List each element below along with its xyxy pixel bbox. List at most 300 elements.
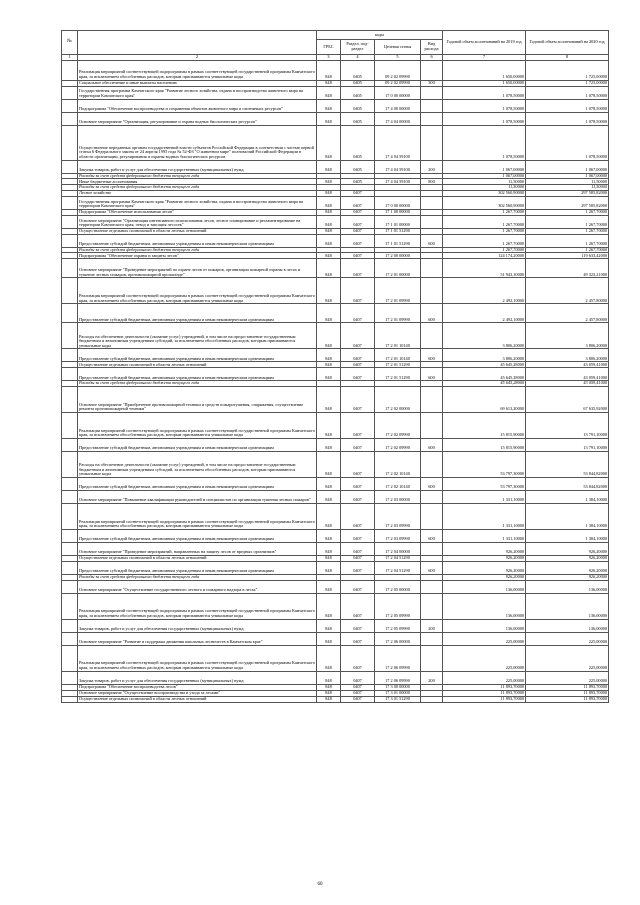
row-num-cell bbox=[62, 215, 78, 228]
row-2020-value: 225,00000 bbox=[526, 645, 609, 671]
row-grbs-cell: 848 bbox=[317, 632, 341, 645]
row-name-cell: Расходы на обеспечение деятельности (оказание услуг) учреждений, в том числе на предоставление государственным бюджетным и автономным учреждениям субсидий, за исключением обособленных расходов, которым присваиваются уникальные коды bbox=[78, 451, 317, 477]
header-row-1 bbox=[62, 31, 609, 40]
row-name-cell: Предоставление субсидий бюджетным, автономным учреждениям и иным некоммерческим организациям bbox=[78, 529, 317, 542]
row-num-cell bbox=[62, 196, 78, 209]
row-2019-value: 45 645,28000 bbox=[443, 381, 526, 387]
row-grbs-cell: 848 bbox=[317, 503, 341, 529]
row-name-cell: Реализация мероприятий соответствующей подпрограммы в рамках соответствующей государственной программы Камчатского края, за исключением обособленных расходов, которым присваиваются уникальные коды bbox=[78, 503, 317, 529]
row-2020-value: 1 078,50000 bbox=[526, 86, 609, 99]
row-2019-value: 11 893,70000 bbox=[443, 690, 526, 696]
table-row bbox=[62, 412, 609, 438]
row-vr-cell bbox=[421, 580, 443, 593]
row-cs-cell: 17 2 01 10140 bbox=[375, 323, 421, 349]
row-name-cell: Расходы за счет средств федерального бюджета текущего года bbox=[78, 381, 317, 387]
row-grbs-cell: 848 bbox=[317, 555, 341, 561]
row-2020-value: 2 457,80000 bbox=[526, 304, 609, 323]
row-cs-cell: 17 4 04 59100 bbox=[375, 125, 421, 160]
col-number: 2 bbox=[78, 55, 317, 61]
row-name-cell: Осуществление отдельных полномочий в области лесных отношений bbox=[78, 696, 317, 702]
row-cs-cell: 17 4 00 00000 bbox=[375, 99, 421, 112]
col-number: 8 bbox=[526, 55, 609, 61]
row-rzpr-cell: 0407 bbox=[341, 580, 375, 593]
row-name-cell: Иные бюджетные ассигнования bbox=[78, 179, 317, 185]
row-2020-value: 53 844,82000 bbox=[526, 477, 609, 490]
row-grbs-cell: 848 bbox=[317, 671, 341, 684]
row-rzpr-cell: 0407 bbox=[341, 228, 375, 234]
row-2019-value: 1 331,10000 bbox=[443, 490, 526, 503]
row-vr-cell bbox=[421, 386, 443, 412]
row-2019-value: 136,00000 bbox=[443, 593, 526, 619]
col-number: 6 bbox=[421, 55, 443, 61]
row-name-cell: Основное мероприятие "Повышение квалификации руководителей и специалистов по организации тушения лесных пожаров" bbox=[78, 490, 317, 503]
row-name-cell: Реализация мероприятий соответствующей подпрограммы в рамках соответствующей государственной программы Камчатского края, за исключением обособленных расходов, которым присваиваются уникальные коды bbox=[78, 593, 317, 619]
row-cs-cell: 17 0 00 00000 bbox=[375, 196, 421, 209]
row-2019-value: 1 078,50000 bbox=[443, 99, 526, 112]
row-2019-value: 136,00000 bbox=[443, 619, 526, 632]
row-vr-cell bbox=[421, 412, 443, 438]
row-num-cell bbox=[62, 412, 78, 438]
row-2019-value: 1 267,70000 bbox=[443, 247, 526, 253]
row-vr-cell bbox=[421, 86, 443, 99]
row-2020-value: 1 267,70000 bbox=[526, 209, 609, 215]
row-vr-cell bbox=[421, 696, 443, 702]
row-rzpr-cell: 0407 bbox=[341, 304, 375, 323]
header-year-2020: Годовой объем ассигнований на 2020 год bbox=[526, 31, 609, 55]
row-rzpr-cell: 0407 bbox=[341, 278, 375, 304]
row-grbs-cell: 848 bbox=[317, 690, 341, 696]
row-name-cell: Подпрограмма "Обеспечение воспроизводства и сохранения объектов животного мира и охотничьих ресурсов" bbox=[78, 99, 317, 112]
row-2019-value: 225,00000 bbox=[443, 671, 526, 684]
row-vr-cell bbox=[421, 99, 443, 112]
row-rzpr-cell: 0407 bbox=[341, 529, 375, 542]
row-2019-value: 136,00000 bbox=[443, 580, 526, 593]
row-vr-cell bbox=[421, 259, 443, 278]
row-rzpr-cell: 0405 bbox=[341, 112, 375, 125]
row-rzpr-cell: 0407 bbox=[341, 684, 375, 690]
row-grbs-cell: 848 bbox=[317, 362, 341, 368]
row-2020-value: 11 893,70000 bbox=[526, 690, 609, 696]
row-name-cell: Осуществление переданных органам государственной власти субъектов Российской Федерации в соответствии с частью первой статьи 6 Федерального закона от 24 апреля 1995 года № 52-ФЗ "О животном мире" полномочий Российской Федерации в области организации, регулирования и охраны водных биологических ресурсов bbox=[78, 125, 317, 160]
row-2020-value: 225,00000 bbox=[526, 632, 609, 645]
row-cs-cell: 17 2 06 00000 bbox=[375, 632, 421, 645]
row-cs-cell: 17 2 06 09990 bbox=[375, 671, 421, 684]
row-2020-value: 13 791,10000 bbox=[526, 412, 609, 438]
row-rzpr-cell: 0405 bbox=[341, 99, 375, 112]
row-name-cell: Осуществление отдельных полномочий в области лесных отношений bbox=[78, 362, 317, 368]
col-number: 4 bbox=[341, 55, 375, 61]
row-2019-value: 53 797,30000 bbox=[443, 477, 526, 490]
row-num-cell bbox=[62, 349, 78, 362]
row-2020-value: 1 384,10000 bbox=[526, 503, 609, 529]
row-vr-cell bbox=[421, 503, 443, 529]
row-2020-value: 1 384,10000 bbox=[526, 529, 609, 542]
row-cs-cell: 17 2 02 09990 bbox=[375, 412, 421, 438]
row-grbs-cell: 848 bbox=[317, 160, 341, 173]
row-2020-value: 11,50000 bbox=[526, 185, 609, 191]
row-num-cell bbox=[62, 490, 78, 503]
row-grbs-cell: 848 bbox=[317, 386, 341, 412]
row-cs-cell: 17 2 06 09990 bbox=[375, 645, 421, 671]
budget-table bbox=[61, 30, 609, 703]
row-2019-value: 225,00000 bbox=[443, 632, 526, 645]
row-rzpr-cell: 0405 bbox=[341, 160, 375, 173]
table-row bbox=[62, 259, 609, 278]
row-grbs-cell: 848 bbox=[317, 190, 341, 196]
table-row bbox=[62, 278, 609, 304]
row-2020-value: 926,20000 bbox=[526, 542, 609, 555]
row-2020-value: 926,20000 bbox=[526, 555, 609, 561]
row-vr-cell bbox=[421, 542, 443, 555]
row-cs-cell: 17 4 04 59100 bbox=[375, 160, 421, 173]
table-row bbox=[62, 215, 609, 228]
row-num-cell bbox=[62, 503, 78, 529]
row-num-cell bbox=[62, 160, 78, 173]
row-2019-value: 1 267,70000 bbox=[443, 228, 526, 234]
row-name-cell: Предоставление субсидий бюджетным, автономным учреждениям и иным некоммерческим организациям bbox=[78, 438, 317, 451]
row-vr-cell bbox=[421, 278, 443, 304]
table-row bbox=[62, 234, 609, 247]
row-rzpr-cell: 0407 bbox=[341, 542, 375, 555]
row-vr-cell: 800 bbox=[421, 179, 443, 185]
row-grbs-cell: 848 bbox=[317, 412, 341, 438]
row-name-cell: Основное мероприятие "Развитие и поддержка движения школьных лесничеств в Камчатском крае" bbox=[78, 632, 317, 645]
row-cs-cell: 09 2 02 09990 bbox=[375, 60, 421, 80]
row-2020-value: 1 067,00000 bbox=[526, 173, 609, 179]
table-row bbox=[62, 542, 609, 555]
row-2020-value: 1 078,50000 bbox=[526, 99, 609, 112]
row-2019-value: 1 078,50000 bbox=[443, 86, 526, 99]
row-cs-cell: 17 2 04 51290 bbox=[375, 555, 421, 561]
table-row bbox=[62, 696, 609, 702]
table-row bbox=[62, 632, 609, 645]
row-2020-value: 43 059,41000 bbox=[526, 368, 609, 381]
row-num-cell bbox=[62, 542, 78, 555]
table-row bbox=[62, 60, 609, 80]
row-grbs-cell: 848 bbox=[317, 215, 341, 228]
table-row bbox=[62, 561, 609, 574]
row-cs-cell: 17 2 02 10140 bbox=[375, 477, 421, 490]
table-row bbox=[62, 304, 609, 323]
row-rzpr-cell: 0407 bbox=[341, 490, 375, 503]
row-name-cell: Закупка товаров, работ и услуг для обеспечения государственных (муниципальных) нужд bbox=[78, 619, 317, 632]
row-2020-value: 926,20000 bbox=[526, 561, 609, 574]
row-grbs-cell: 848 bbox=[317, 86, 341, 99]
row-grbs-cell: 848 bbox=[317, 529, 341, 542]
row-2020-value: 1 267,70000 bbox=[526, 234, 609, 247]
col-number: 3 bbox=[317, 55, 341, 61]
row-rzpr-cell: 0405 bbox=[341, 86, 375, 99]
row-2020-value: 119 633,42000 bbox=[526, 253, 609, 259]
row-cs-cell: 17 2 04 51290 bbox=[375, 561, 421, 574]
row-name-cell: Основное мероприятие "Организация интенсивного использования лесов, лесное планирование и регламентирование на территории Камчатского края, отвод и таксация лесосек" bbox=[78, 215, 317, 228]
row-num-cell bbox=[62, 386, 78, 412]
table-row bbox=[62, 349, 609, 362]
row-rzpr-cell: 0407 bbox=[341, 593, 375, 619]
row-2019-value: 3 806,20000 bbox=[443, 349, 526, 362]
row-name-cell: Подпрограмма "Обеспечение использования лесов" bbox=[78, 209, 317, 215]
row-grbs-cell: 848 bbox=[317, 209, 341, 215]
row-num-cell bbox=[62, 125, 78, 160]
row-2019-value: 1 331,10000 bbox=[443, 529, 526, 542]
row-cs-cell: 17 2 01 10140 bbox=[375, 349, 421, 362]
row-grbs-cell: 848 bbox=[317, 619, 341, 632]
row-2019-value: 225,00000 bbox=[443, 645, 526, 671]
row-2020-value: 1 078,50000 bbox=[526, 125, 609, 160]
row-cs-cell: 17 1 01 51290 bbox=[375, 228, 421, 234]
row-vr-cell bbox=[421, 196, 443, 209]
row-2019-value: 926,20000 bbox=[443, 574, 526, 580]
row-2020-value: 926,20000 bbox=[526, 574, 609, 580]
row-grbs-cell: 848 bbox=[317, 580, 341, 593]
col-number: 5 bbox=[375, 55, 421, 61]
row-rzpr-cell: 0407 bbox=[341, 645, 375, 671]
row-cs-cell: 17 2 03 00000 bbox=[375, 490, 421, 503]
table-row bbox=[62, 112, 609, 125]
table-row bbox=[62, 619, 609, 632]
row-grbs-cell: 848 bbox=[317, 253, 341, 259]
row-2019-value: 3 806,20000 bbox=[443, 323, 526, 349]
row-2019-value: 11 893,70000 bbox=[443, 684, 526, 690]
table-row bbox=[62, 580, 609, 593]
row-cs-cell: 17 2 05 09990 bbox=[375, 593, 421, 619]
row-rzpr-cell: 0407 bbox=[341, 234, 375, 247]
table-row bbox=[62, 451, 609, 477]
row-vr-cell: 600 bbox=[421, 234, 443, 247]
row-grbs-cell: 848 bbox=[317, 323, 341, 349]
table-row bbox=[62, 490, 609, 503]
header-num: № bbox=[62, 31, 78, 55]
row-rzpr-cell: 0407 bbox=[341, 555, 375, 561]
row-grbs-cell: 848 bbox=[317, 349, 341, 362]
row-rzpr-cell: 0407 bbox=[341, 451, 375, 477]
row-num-cell bbox=[62, 438, 78, 451]
row-2019-value: 1 267,70000 bbox=[443, 209, 526, 215]
row-rzpr-cell: 0407 bbox=[341, 561, 375, 574]
table-row bbox=[62, 196, 609, 209]
row-grbs-cell: 848 bbox=[317, 451, 341, 477]
row-rzpr-cell: 0407 bbox=[341, 209, 375, 215]
row-name-cell: Лесное хозяйство bbox=[78, 190, 317, 196]
row-vr-cell: 600 bbox=[421, 349, 443, 362]
header-cs: Целевая статья bbox=[375, 40, 421, 55]
row-2019-value: 302 560,90000 bbox=[443, 190, 526, 196]
row-cs-cell: 17 3 01 00000 bbox=[375, 690, 421, 696]
row-2019-value: 11,50000 bbox=[443, 185, 526, 191]
row-name-cell: Осуществление отдельных полномочий в области лесных отношений bbox=[78, 555, 317, 561]
row-rzpr-cell: 0405 bbox=[341, 179, 375, 185]
row-2019-value: 124 174,20000 bbox=[443, 253, 526, 259]
row-grbs-cell: 848 bbox=[317, 438, 341, 451]
row-num-cell bbox=[62, 368, 78, 381]
col-number: 1 bbox=[62, 55, 78, 61]
row-name-cell: Реализация мероприятий соответствующей подпрограммы в рамках соответствующей государственной программы Камчатского края, за исключением обособленных расходов, которым присваиваются уникальные коды bbox=[78, 60, 317, 80]
row-name-cell: Предоставление субсидий бюджетным, автономным учреждениям и иным некоммерческим организациям bbox=[78, 234, 317, 247]
row-num-cell bbox=[62, 477, 78, 490]
budget-page bbox=[61, 30, 608, 703]
row-2019-value: 1 650,00000 bbox=[443, 80, 526, 86]
row-name-cell: Осуществление отдельных полномочий в области лесных отношений bbox=[78, 228, 317, 234]
row-num-cell bbox=[62, 112, 78, 125]
row-vr-cell bbox=[421, 451, 443, 477]
row-2020-value: 136,00000 bbox=[526, 619, 609, 632]
table-row bbox=[62, 503, 609, 529]
row-cs-cell: 09 2 02 09990 bbox=[375, 80, 421, 86]
row-cs-cell: 17 2 01 09990 bbox=[375, 304, 421, 323]
row-grbs-cell: 848 bbox=[317, 645, 341, 671]
row-2020-value: 1 384,10000 bbox=[526, 490, 609, 503]
row-vr-cell: 300 bbox=[421, 80, 443, 86]
row-cs-cell: 17 1 01 51290 bbox=[375, 234, 421, 247]
row-cs-cell: 17 2 01 51290 bbox=[375, 362, 421, 368]
table-body bbox=[62, 60, 609, 702]
row-rzpr-cell: 0405 bbox=[341, 60, 375, 80]
row-2019-value: 45 645,28000 bbox=[443, 368, 526, 381]
row-num-cell bbox=[62, 451, 78, 477]
row-num-cell bbox=[62, 99, 78, 112]
row-grbs-cell: 848 bbox=[317, 684, 341, 690]
table-row bbox=[62, 368, 609, 381]
row-grbs-cell: 848 bbox=[317, 228, 341, 234]
row-name-cell: Предоставление субсидий бюджетным, автономным учреждениям и иным некоммерческим организациям bbox=[78, 561, 317, 574]
row-name-cell: Подпрограмма "Обеспечение воспроизводства лесов" bbox=[78, 684, 317, 690]
row-2020-value: 297 585,82000 bbox=[526, 190, 609, 196]
row-2020-value: 43 059,41000 bbox=[526, 362, 609, 368]
row-2019-value: 1 078,50000 bbox=[443, 125, 526, 160]
row-2019-value: 926,20000 bbox=[443, 542, 526, 555]
row-name-cell: Закупка товаров, работ и услуг для обеспечения государственных (муниципальных) нужд bbox=[78, 671, 317, 684]
row-vr-cell bbox=[421, 215, 443, 228]
row-name-cell: Основное мероприятие "Приобретение противопожарной техники и средств пожаротушения, снаряжения, осуществление ремонта противопожарной техники" bbox=[78, 386, 317, 412]
row-grbs-cell: 848 bbox=[317, 542, 341, 555]
row-2019-value: 926,20000 bbox=[443, 555, 526, 561]
row-vr-cell: 200 bbox=[421, 619, 443, 632]
header-grbs: ГРБС bbox=[317, 40, 341, 55]
row-2019-value: 11 893,70000 bbox=[443, 696, 526, 702]
row-2020-value: 225,00000 bbox=[526, 671, 609, 684]
row-grbs-cell: 848 bbox=[317, 593, 341, 619]
row-num-cell bbox=[62, 645, 78, 671]
row-vr-cell bbox=[421, 125, 443, 160]
row-rzpr-cell: 0407 bbox=[341, 368, 375, 381]
table-row bbox=[62, 86, 609, 99]
row-num-cell bbox=[62, 278, 78, 304]
row-2019-value: 15 815,90000 bbox=[443, 412, 526, 438]
row-2019-value: 1 067,00000 bbox=[443, 173, 526, 179]
table-row bbox=[62, 477, 609, 490]
row-num-cell bbox=[62, 561, 78, 574]
row-num-cell bbox=[62, 696, 78, 702]
row-num-cell bbox=[62, 304, 78, 323]
row-2020-value: 297 585,82000 bbox=[526, 196, 609, 209]
row-num-cell bbox=[62, 580, 78, 593]
row-vr-cell: 600 bbox=[421, 561, 443, 574]
row-name-cell: Социальное обеспечение и иные выплаты населению bbox=[78, 80, 317, 86]
row-name-cell: Основное мероприятие "Проведение мероприятий по охране лесов от пожаров, организации пожарной охраны в лесах и тушение лесных пожаров, противопожарной пропаганде" bbox=[78, 259, 317, 278]
row-name-cell: Расходы на обеспечение деятельности (оказание услуг) учреждений, в том числе на предоставление государственным бюджетным и автономным учреждениям субсидий, за исключением обособленных расходов, которым присваиваются уникальные коды bbox=[78, 323, 317, 349]
row-cs-cell: 17 2 05 00000 bbox=[375, 580, 421, 593]
row-vr-cell bbox=[421, 112, 443, 125]
row-name-cell: Подпрограмма "Обеспечение охраны и защиты лесов" bbox=[78, 253, 317, 259]
row-rzpr-cell: 0407 bbox=[341, 632, 375, 645]
row-name-cell: Закупка товаров, работ и услуг для обеспечения государственных (муниципальных) нужд bbox=[78, 160, 317, 173]
row-cs-cell: 17 2 05 09990 bbox=[375, 619, 421, 632]
row-grbs-cell: 848 bbox=[317, 696, 341, 702]
row-2020-value: 11 893,70000 bbox=[526, 684, 609, 690]
row-cs-cell: 17 2 02 00000 bbox=[375, 386, 421, 412]
row-cs-cell: 17 2 03 09990 bbox=[375, 529, 421, 542]
row-rzpr-cell: 0407 bbox=[341, 196, 375, 209]
row-2019-value: 11,50000 bbox=[443, 179, 526, 185]
row-rzpr-cell: 0407 bbox=[341, 253, 375, 259]
row-2019-value: 1 650,00000 bbox=[443, 60, 526, 80]
row-cs-cell: 17 0 00 00000 bbox=[375, 86, 421, 99]
row-name-cell: Реализация мероприятий соответствующей подпрограммы в рамках соответствующей государственной программы Камчатского края, за исключением обособленных расходов, которым присваиваются уникальные коды bbox=[78, 278, 317, 304]
header-rzpr: Раздел, под-раздел bbox=[341, 40, 375, 55]
row-name-cell: Основное мероприятие "Осуществление государственного лесного и пожарного надзора в лесах" bbox=[78, 580, 317, 593]
row-vr-cell bbox=[421, 60, 443, 80]
row-cs-cell: 17 2 02 09990 bbox=[375, 438, 421, 451]
row-num-cell bbox=[62, 259, 78, 278]
row-cs-cell: 17 2 01 09990 bbox=[375, 278, 421, 304]
row-name-cell: Предоставление субсидий бюджетным, автономным учреждениям и иным некоммерческим организациям bbox=[78, 477, 317, 490]
row-grbs-cell: 848 bbox=[317, 234, 341, 247]
row-vr-cell bbox=[421, 323, 443, 349]
row-grbs-cell: 848 bbox=[317, 259, 341, 278]
row-grbs-cell: 848 bbox=[317, 112, 341, 125]
row-2019-value: 302 560,90000 bbox=[443, 196, 526, 209]
row-2020-value: 3 806,20000 bbox=[526, 349, 609, 362]
row-name-cell: Предоставление субсидий бюджетным, автономным учреждениям и иным некоммерческим организациям bbox=[78, 304, 317, 323]
row-num-cell bbox=[62, 671, 78, 684]
row-name-cell: Предоставление субсидий бюджетным, автономным учреждениям и иным некоммерческим организациям bbox=[78, 349, 317, 362]
row-rzpr-cell: 0407 bbox=[341, 259, 375, 278]
row-num-cell bbox=[62, 86, 78, 99]
row-cs-cell: 17 4 04 59100 bbox=[375, 179, 421, 185]
row-name-cell: Основное мероприятие "Осуществление воспроизводства и ухода за лесами" bbox=[78, 690, 317, 696]
table-row bbox=[62, 160, 609, 173]
row-rzpr-cell: 0405 bbox=[341, 80, 375, 86]
row-num-cell bbox=[62, 619, 78, 632]
table-row bbox=[62, 671, 609, 684]
row-rzpr-cell: 0405 bbox=[341, 125, 375, 160]
row-name-cell: Реализация мероприятий соответствующей подпрограммы в рамках соответствующей государственной программы Камчатского края, за исключением обособленных расходов, которым присваиваются уникальные коды bbox=[78, 645, 317, 671]
row-rzpr-cell: 0407 bbox=[341, 190, 375, 196]
row-2020-value: 3 806,20000 bbox=[526, 323, 609, 349]
row-rzpr-cell: 0407 bbox=[341, 349, 375, 362]
row-2020-value: 1 725,00000 bbox=[526, 60, 609, 80]
header-name bbox=[78, 31, 317, 55]
row-2019-value: 1 267,70000 bbox=[443, 215, 526, 228]
row-2019-value: 1 067,00000 bbox=[443, 160, 526, 173]
row-grbs-cell: 848 bbox=[317, 477, 341, 490]
row-2020-value: 1 725,00000 bbox=[526, 80, 609, 86]
row-grbs-cell: 848 bbox=[317, 278, 341, 304]
row-num-cell bbox=[62, 632, 78, 645]
row-cs-cell: 17 4 04 00000 bbox=[375, 112, 421, 125]
row-cs-cell: 17 2 03 09990 bbox=[375, 503, 421, 529]
row-cs-cell: 17 2 01 00000 bbox=[375, 259, 421, 278]
row-name-cell: Расходы за счет средств федерального бюджета текущего года bbox=[78, 185, 317, 191]
header-year-2019: Годовой объем ассигнований на 2019 год bbox=[443, 31, 526, 55]
row-cs-cell: 17 2 02 10140 bbox=[375, 451, 421, 477]
col-number: 7 bbox=[443, 55, 526, 61]
row-vr-cell bbox=[421, 632, 443, 645]
row-vr-cell: 600 bbox=[421, 368, 443, 381]
row-rzpr-cell: 0407 bbox=[341, 323, 375, 349]
header-vr: Вид расхода bbox=[421, 40, 443, 55]
row-vr-cell bbox=[421, 490, 443, 503]
